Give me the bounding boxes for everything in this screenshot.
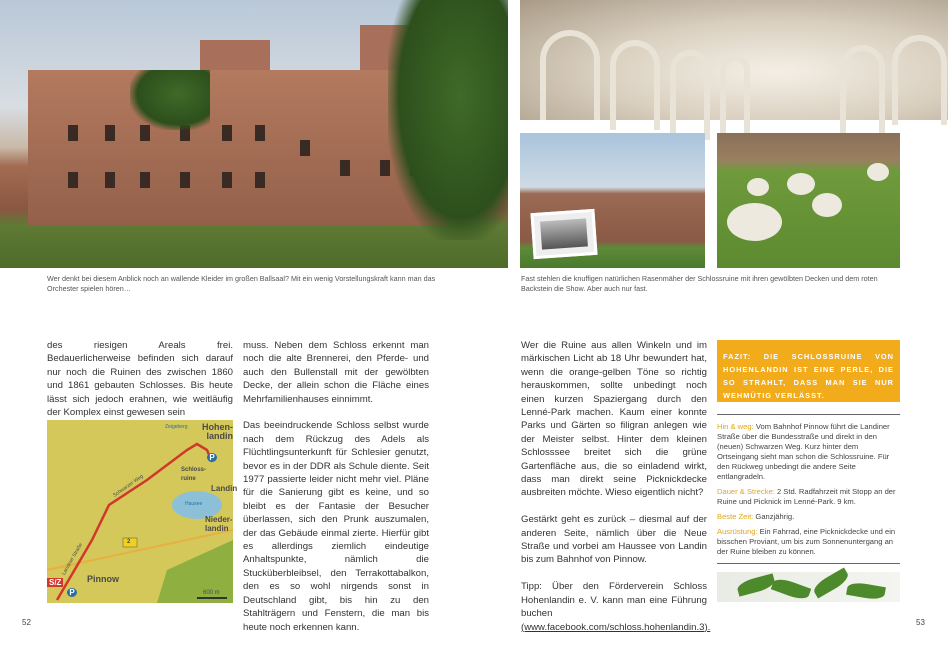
map-label: Schwarzer Weg	[112, 473, 145, 499]
info-value: Vom Bahnhof Pinnow führt die Landiner Straße über die Bundesstraße und direkt in den (neuen) Schwarzen Weg. Kurz hinter dem Ortseingang sieht man schon die Schlossruine. Für den Rückweg unbedingt die andere Seite entlangradeln.	[717, 422, 890, 481]
fazit-box: FAZIT: DIE SCHLOSSRUINE VON HOHENLANDIN IST EINE PERLE, DIE SO STRAHLT, DASS MAN SIE NUR WEHMÜTIG VERLÄSST.	[717, 340, 900, 402]
body-text: Das beeindruckende Schloss selbst wurde nach dem Rückzug des Adels als Flüchtlingsunterkunft für Schlesier genutzt, bevor es in der DDR als Schule diente. Seit 1977 passierte leider nicht mehr viel. Pläne für die Sanierung gibt es keine, und so bleibt es der Fantasie der Besucher überlassen, sich den Prunk auszumalen, der das Gebäude einmal zierte. Hierfür gibt es allerdings ziemlich eindeutige Anhaltspunkte, nämlich die Stucküberbleibsel, den Terrakottabalkon, den es so wohl nirgends sonst in Deutschland gibt, bis hin zu den Stahlträgern und Fenstern, die man bis heute noch erkennen kann.	[243, 420, 429, 633]
map-label: Hohen-landin	[202, 422, 233, 441]
info-key: Hin & weg:	[717, 422, 754, 431]
map-label: Schloss-ruine	[181, 467, 207, 482]
parking-icon: P	[67, 588, 77, 597]
body-text: Tipp: Über den Förderverein Schloss Hohenlandin e. V. kann man eine Führung buchen	[521, 581, 707, 620]
map-label: Landin	[211, 484, 238, 493]
left-column-2	[243, 339, 429, 647]
info-key: Ausrüstung:	[717, 527, 758, 536]
map-label: Zeigeberg	[165, 424, 188, 430]
facebook-link[interactable]: (www.facebook.com/schloss.hohenlandin.3).	[521, 621, 711, 633]
map-scale: 600 m	[203, 590, 220, 596]
parking-icon: P	[207, 453, 217, 462]
info-key: Beste Zeit:	[717, 512, 754, 521]
map-label: Nieder-landin	[205, 515, 233, 533]
body-text: Gestärkt geht es zurück – diesmal auf der anderen Seite, nämlich über die Neue Straße und vorbei am Haussee von Landin bis zum Bahnhof von Pinnow.	[521, 514, 707, 566]
route-map	[47, 420, 238, 603]
info-value: Ein Fahrrad, eine Picknickdecke und ein bisschen Proviant, um bis zum Sonnenuntergang an der Ruine bleiben zu können.	[717, 527, 896, 556]
castle-with-old-photo	[520, 133, 705, 268]
road-number: 2	[127, 539, 131, 545]
right-column-1	[521, 339, 711, 634]
page-number-left: 52	[22, 618, 31, 627]
info-box	[717, 414, 900, 564]
info-value: Ganzjährig.	[753, 512, 795, 521]
body-text: muss. Neben dem Schloss erkennt man noch die alte Brennerei, den Pferde- und auch den Bullenstall mit der gewölbten Decke, der allein schon die Fläche eines Mehrfamilienhauses einnimmt.	[243, 340, 429, 405]
start-marker: S/Z	[49, 578, 62, 587]
page-number-right: 53	[916, 618, 925, 627]
left-column-1	[47, 339, 233, 433]
vaulted-stable-photo	[520, 0, 948, 120]
map-label: Pinnow	[87, 574, 119, 584]
info-value: 2 Std. Radfahrzeit mit Stopp an der Ruine und Picknick im Lenné-Park. 9 km.	[717, 487, 896, 506]
photo-caption-right: Fast stehlen die knuffigen natürlichen Rasenmäher der Schlossruine mit ihren gewölbten Decken und dem roten Backstein die Show. Aber auch nur fast.	[521, 274, 878, 293]
map-label: Landiner Straße	[60, 542, 85, 577]
info-key: Dauer & Strecke:	[717, 487, 775, 496]
photo-caption-left: Wer denkt bei diesem Anblick noch an wallende Kleider im großen Ballsaal? Mit ein wenig Vorstellungskraft kann man das Orchester spielen hören…	[47, 274, 436, 293]
leaf-photo	[717, 572, 900, 602]
map-label: Hausee	[185, 501, 203, 507]
forest-area	[157, 540, 233, 603]
sheep-photo	[717, 133, 900, 268]
castle-ruin-photo	[0, 0, 508, 268]
body-text: Wer die Ruine aus allen Winkeln und im märkischen Licht ab 18 Uhr bewundert hat, wenn die orange-gelben Töne so richtig herauskommen, sollte unbedingt noch einen kurzen Spaziergang durch den Lenné-Park machen. Kaum einer konnte Parks und Gärten so filigran anlegen wie der Meister selbst. Hinter dem kleinen Schlosssee breitet sich die grüne Gartenfläche aus, die so einladend wirkt, dass man direkt seine Picknickdecke ausbreiten möchte. Wieso eigentlich nicht?	[521, 340, 707, 499]
body-text: des riesigen Areals frei. Bedauerlicherweise befinden sich darauf nur noch die Ruinen des zwischen 1860 und 1861 gebauten Schlosses. Bis heute lässt sich jedoch erahnen, wie weitläufig der Komplex einst gewesen sein	[47, 340, 233, 419]
